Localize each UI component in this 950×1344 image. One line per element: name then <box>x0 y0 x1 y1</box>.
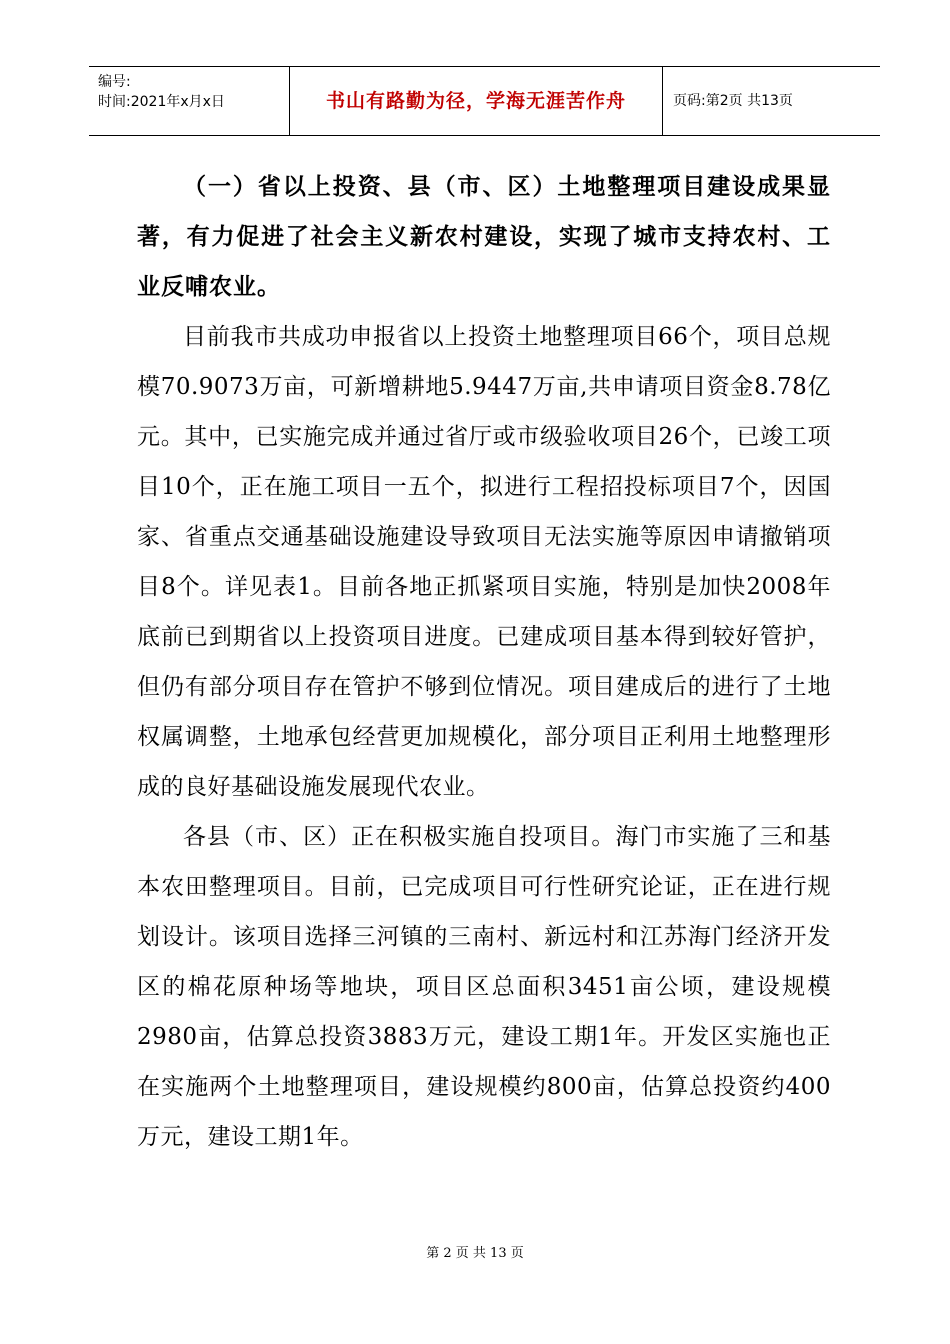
body-paragraph-1: 目前我市共成功申报省以上投资土地整理项目66个，项目总规模70.9073万亩，可新增耕地5.9447万亩,共申请项目资金8.78亿元。其中，已实施完成并通过省厅或市级验收项目26个，已竣工项目10个，正在施工项目一五个，拟进行工程招投标项目7个，因国家、省重点交通基础设施建设导致项目无法实施等原因申请撤销项目8个。详见表1。目前各地正抓紧项目实施，特别是加快2008年底前已到期省以上投资项目进度。已建成项目基本得到较好管护，但仍有部分项目存在管护不够到位情况。项目建成后的进行了土地权属调整，土地承包经营更加规模化，部分项目正利用土地整理形成的良好基础设施发展现代农业。 <box>137 324 831 800</box>
document-body <box>137 162 831 1162</box>
body-paragraph-2: 各县（市、区）正在积极实施自投项目。海门市实施了三和基本农田整理项目。目前，已完成项目可行性研究论证，正在进行规划设计。该项目选择三河镇的三南村、新远村和江苏海门经济开发区的棉花原种场等地块，项目区总面积3451亩公顷，建设规模2980亩，估算总投资3883万元，建设工期1年。开发区实施也正在实施两个土地整理项目，建设规模约800亩，估算总投资约400万元，建设工期1年。 <box>137 824 831 1150</box>
document-time-label: 时间:2021年x月x日 <box>98 94 225 110</box>
section-heading: （一）省以上投资、县（市、区）土地整理项目建设成果显著，有力促进了社会主义新农村建设，实现了城市支持农村、工业反哺农业。 <box>137 174 831 300</box>
page-header <box>89 66 880 136</box>
header-meta <box>89 67 290 135</box>
header-page-number: 页码:第2页 共13页 <box>673 93 793 109</box>
header-motto: 书山有路勤为径，学海无涯苦作舟 <box>290 67 663 135</box>
document-number-label: 编号: <box>98 74 131 90</box>
page-footer: 第 2 页 共 13 页 <box>426 1246 524 1261</box>
